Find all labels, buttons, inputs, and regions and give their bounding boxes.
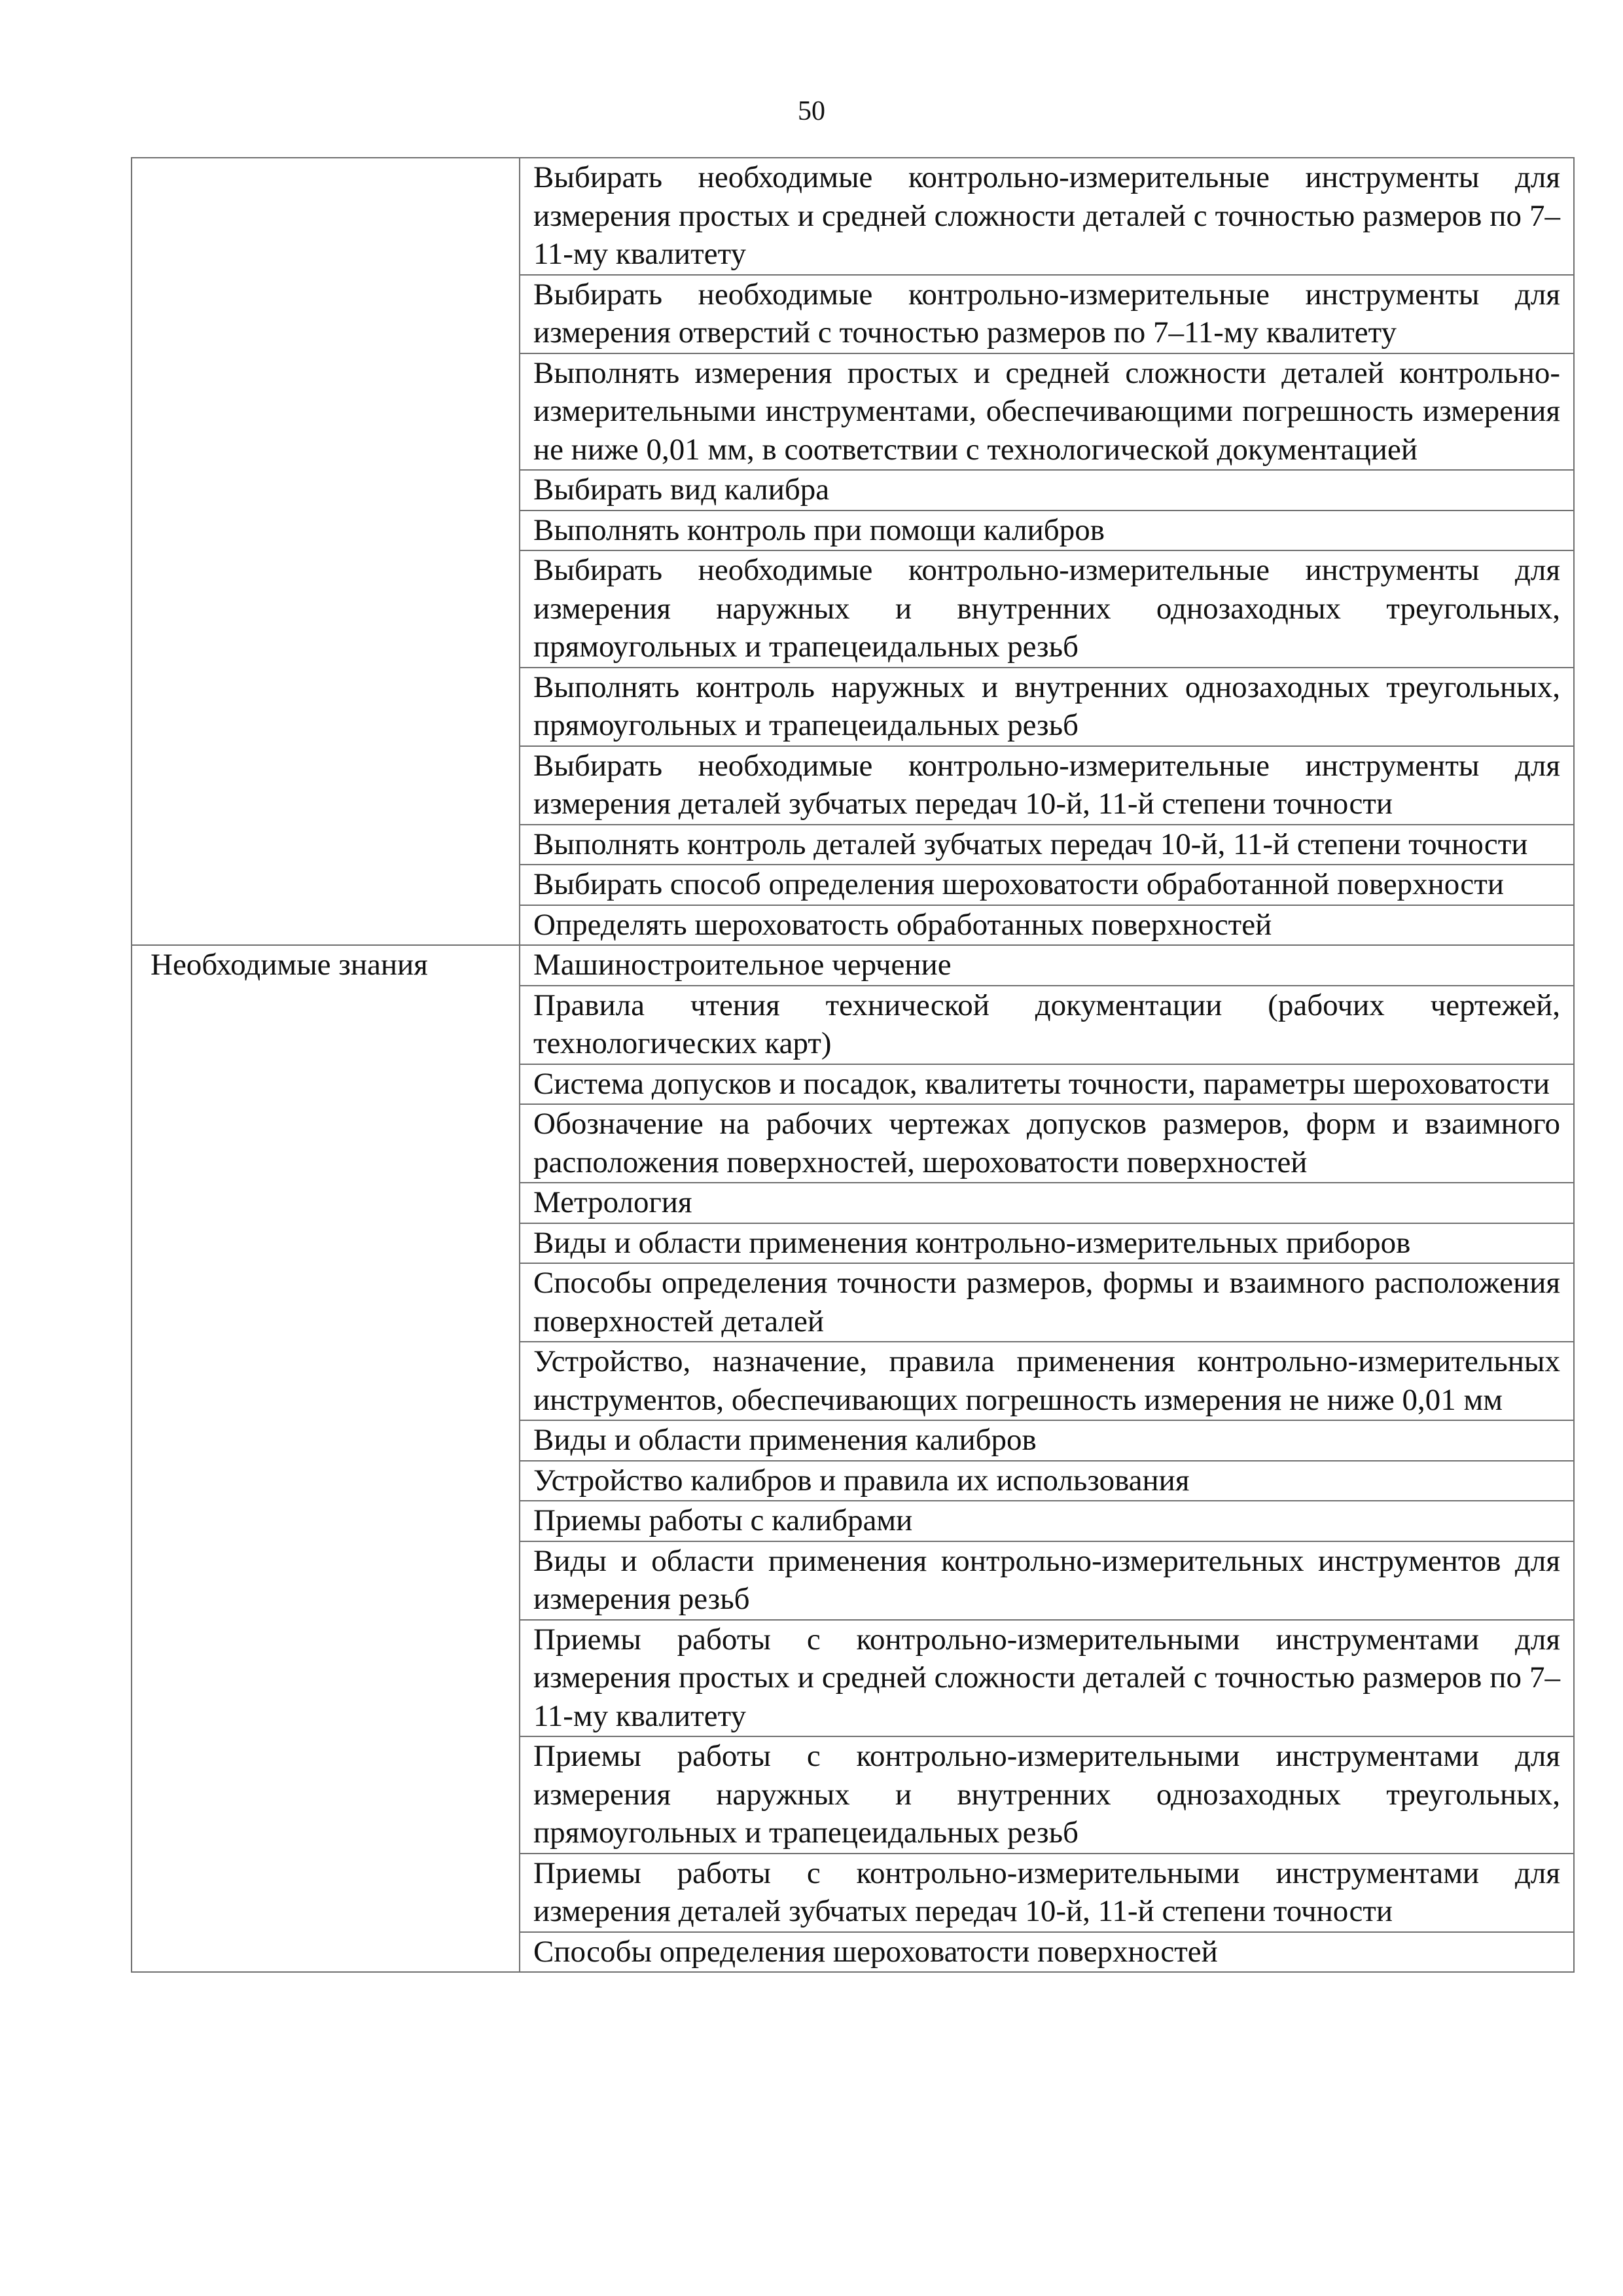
skills-label-cell	[132, 158, 520, 945]
skill-item: Определять шероховатость обработанных поверхностей	[520, 905, 1574, 946]
skill-item: Выполнять контроль при помощи калибров	[520, 511, 1574, 551]
knowledge-item: Машиностроительное черчение	[520, 945, 1574, 986]
table-row	[132, 945, 1574, 986]
skill-item: Выбирать необходимые контрольно-измерительные инструменты для измерения деталей зубчатых передач 10-й, 11-й степени точности	[520, 746, 1574, 825]
knowledge-item: Виды и области применения калибров	[520, 1420, 1574, 1461]
knowledge-label-cell: Необходимые знания	[132, 945, 520, 1972]
skill-item: Выбирать необходимые контрольно-измерительные инструменты для измерения отверстий с точностью размеров по 7–11-му квалитету	[520, 275, 1574, 353]
skill-item: Выполнять контроль деталей зубчатых передач 10-й, 11-й степени точности	[520, 825, 1574, 865]
knowledge-item: Метрология	[520, 1183, 1574, 1223]
page-number: 50	[798, 96, 825, 126]
skill-item: Выполнять измерения простых и средней сложности деталей контрольно-измерительными инструментами, обеспечивающими погрешность измерения не ниже 0,01 мм, в соответствии с технологической документацией	[520, 353, 1574, 471]
knowledge-item: Устройство калибров и правила их использования	[520, 1461, 1574, 1501]
skill-item: Выбирать необходимые контрольно-измерительные инструменты для измерения простых и средней сложности деталей с точностью размеров по 7–11-му квалитету	[520, 158, 1574, 275]
requirements-table	[131, 157, 1575, 1973]
knowledge-item: Устройство, назначение, правила применения контрольно-измерительных инструментов, обеспечивающих погрешность измерения не ниже 0,01 мм	[520, 1342, 1574, 1420]
knowledge-item: Приемы работы с контрольно-измерительными инструментами для измерения простых и средней сложности деталей с точностью размеров по 7–11-му квалитету	[520, 1620, 1574, 1737]
knowledge-item: Виды и области применения контрольно-измерительных приборов	[520, 1223, 1574, 1264]
skill-item: Выбирать способ определения шероховатости обработанной поверхности	[520, 865, 1574, 905]
skill-item: Выбирать необходимые контрольно-измерительные инструменты для измерения наружных и внутренних однозаходных треугольных, прямоугольных и трапецеидальных резьб	[520, 550, 1574, 668]
skill-item: Выбирать вид калибра	[520, 470, 1574, 511]
knowledge-item: Система допусков и посадок, квалитеты точности, параметры шероховатости	[520, 1064, 1574, 1105]
knowledge-item: Приемы работы с контрольно-измерительными инструментами для измерения деталей зубчатых передач 10-й, 11-й степени точности	[520, 1854, 1574, 1932]
table-row	[132, 158, 1574, 275]
knowledge-item: Приемы работы с калибрами	[520, 1501, 1574, 1541]
knowledge-item: Виды и области применения контрольно-измерительных инструментов для измерения резьб	[520, 1541, 1574, 1620]
knowledge-item: Правила чтения технической документации (рабочих чертежей, технологических карт)	[520, 986, 1574, 1064]
skill-item: Выполнять контроль наружных и внутренних однозаходных треугольных, прямоугольных и трапецеидальных резьб	[520, 668, 1574, 746]
knowledge-item: Приемы работы с контрольно-измерительными инструментами для измерения наружных и внутренних однозаходных треугольных, прямоугольных и трапецеидальных резьб	[520, 1736, 1574, 1854]
knowledge-item: Обозначение на рабочих чертежах допусков размеров, форм и взаимного расположения поверхностей, шероховатости поверхностей	[520, 1104, 1574, 1183]
knowledge-item: Способы определения шероховатости поверхностей	[520, 1932, 1574, 1973]
knowledge-item: Способы определения точности размеров, формы и взаимного расположения поверхностей деталей	[520, 1263, 1574, 1342]
